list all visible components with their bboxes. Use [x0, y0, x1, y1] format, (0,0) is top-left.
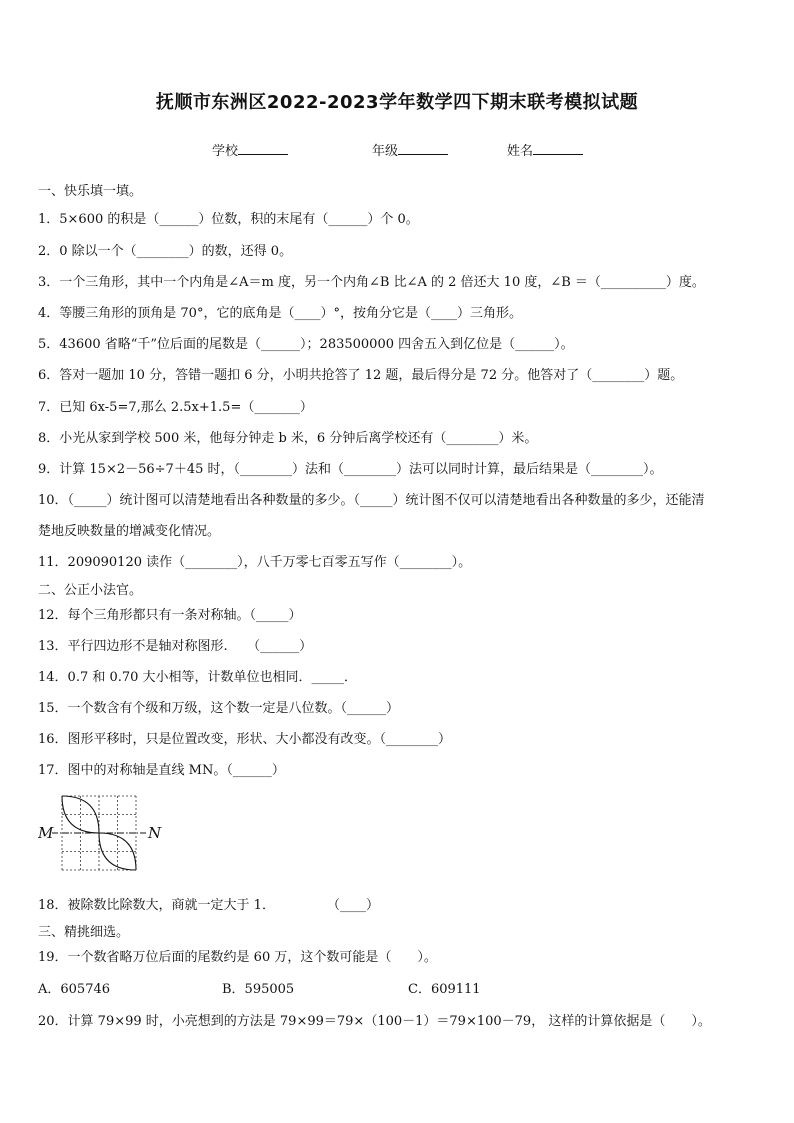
page-title: 抚顺市东洲区2022-2023学年数学四下期末联考模拟试题	[155, 92, 639, 113]
question-6: 6．答对一题加 10 分，答错一题扣 6 分，小明共抢答了 12 题，最后得分是 72 分。他答对了（________）题。	[38, 368, 684, 383]
question-11: 11．209090120 读作（________），八千万零七百零五写作（________）。	[38, 555, 472, 570]
label-n: N	[148, 824, 162, 842]
question-13: 13．平行四边形不是轴对称图形. （______）	[38, 639, 313, 654]
school-blank[interactable]	[238, 142, 288, 155]
grid-diagram	[38, 792, 168, 872]
choice-a[interactable]: A．605746	[38, 982, 111, 997]
grade-label: 年级	[372, 144, 399, 159]
question-8: 8．小光从家到学校 500 米，他每分钟走 b 米，6 分钟后离学校还有（________）米。	[38, 431, 538, 446]
question-17: 17．图中的对称轴是直线 MN。（______）	[38, 763, 285, 778]
question-5: 5．43600 省略“千”位后面的尾数是（______）；283500000 四舍五入到亿位是（______）。	[38, 337, 574, 352]
name-blank[interactable]	[533, 142, 583, 155]
question-10-line-2: 楚地反映数量的增减变化情况。	[38, 524, 221, 539]
question-4: 4．等腰三角形的顶角是 70°，它的底角是（____）°，按角分它是（____）三角形。	[38, 306, 522, 321]
leaf-curves	[62, 796, 136, 870]
choice-c[interactable]: C．609111	[408, 982, 481, 997]
question-7: 7．已知 6x-5=7,那么 2.5x+1.5=（_______）	[38, 400, 313, 415]
label-m: M	[38, 824, 54, 842]
question-10-line-1: 10．（_____）统计图可以清楚地看出各种数量的多少。（_____）统计图不仅可以清楚地看出各种数量的多少，还能清	[38, 493, 705, 508]
question-12: 12．每个三角形都只有一条对称轴。（_____）	[38, 608, 302, 623]
question-14: 14．0.7 和 0.70 大小相等，计数单位也相同．_____．	[38, 670, 358, 685]
question-19: 19．一个数省略万位后面的尾数约是 60 万，这个数可能是（ ）。	[38, 950, 437, 965]
question-15: 15．一个数含有个级和万级，这个数一定是八位数。（______）	[38, 701, 400, 716]
school-label: 学校	[212, 144, 239, 159]
symmetry-figure	[38, 792, 168, 872]
question-3: 3．一个三角形，其中一个内角是∠A＝m 度，另一个内角∠B 比∠A 的 2 倍还大 10 度，∠B ＝（__________）度。	[38, 275, 705, 290]
section-1-heading: 一、快乐填一填。	[38, 184, 143, 199]
question-18: 18．被除数比除数大，商就一定大于 1． （____）	[38, 898, 379, 913]
section-2-heading: 二、公正小法官。	[38, 583, 143, 598]
question-16: 16．图形平移时，只是位置改变，形状、大小都没有改变。（________）	[38, 732, 452, 747]
question-1: 1．5×600 的积是（______）位数，积的末尾有（______）个 0。	[38, 212, 419, 227]
question-20: 20．计算 79×99 时，小亮想到的方法是 79×99＝79×（100－1）＝79×100－79， 这样的计算依据是（ ）。	[38, 1014, 711, 1029]
section-3-heading: 三、精挑细选。	[38, 925, 130, 940]
choice-b[interactable]: B．595005	[222, 982, 295, 997]
name-field	[507, 140, 583, 159]
grade-field	[372, 140, 448, 159]
school-field	[212, 140, 288, 159]
grade-blank[interactable]	[398, 142, 448, 155]
question-9: 9．计算 15×2－56÷7＋45 时，（________）法和（________）法可以同时计算，最后结果是（________）。	[38, 462, 663, 477]
question-2: 2．0 除以一个（________）的数，还得 0。	[38, 244, 293, 259]
name-label: 姓名	[507, 144, 534, 159]
